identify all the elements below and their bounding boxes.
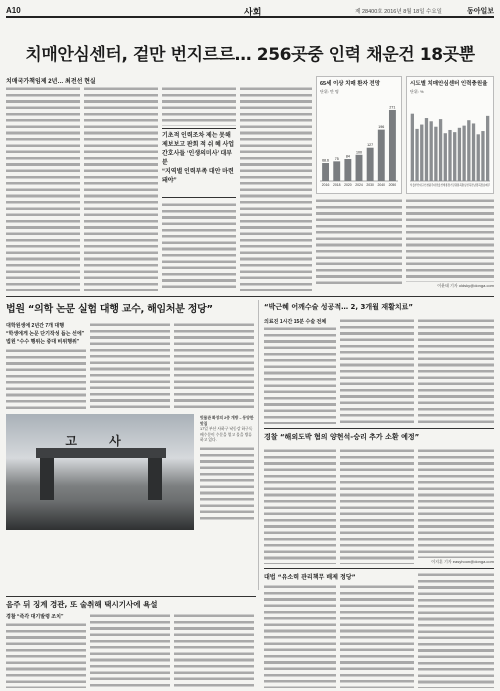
dementia-forecast-chart — [316, 76, 402, 194]
chart-category-label: 2040 — [377, 183, 386, 187]
story6-col3 — [418, 572, 494, 688]
photo-caption — [198, 414, 256, 530]
chart-bar — [415, 129, 418, 181]
byline: 이지훈 기자 easyhoon@donga.com — [431, 559, 494, 564]
chart-value-label: 100 — [356, 150, 362, 155]
chart-category-label: 2024 — [355, 183, 363, 187]
chart-category-label: 경남 — [480, 184, 486, 187]
story4-col3 — [418, 448, 494, 558]
chart-title: 시도별 치매안심센터 인력충원율 — [410, 81, 488, 87]
chart-bar — [411, 114, 414, 181]
photo-sign-text: 고 사 — [65, 434, 135, 448]
chart-bar — [481, 131, 484, 181]
chart-category-label: 부산 — [414, 184, 420, 187]
section-name: 사회 — [244, 7, 262, 17]
divider — [264, 428, 494, 429]
chart-category-label: 대구 — [419, 184, 425, 187]
divider — [6, 296, 494, 297]
chart-bar — [420, 125, 423, 181]
news-photo — [6, 414, 194, 530]
top-story-col3a — [162, 86, 236, 126]
chart-unit: 단위: % — [410, 89, 424, 94]
top-story-subhead: 치매국가책임제 2년… 최전선 현실 — [6, 79, 96, 85]
chart-bar — [486, 116, 489, 181]
chart-category-label: 전북 — [466, 184, 472, 187]
chart-bar — [367, 148, 374, 181]
story5-col2 — [90, 613, 170, 688]
chart-bar — [430, 121, 433, 181]
chart-value-label: 271 — [389, 105, 396, 110]
chart-bar — [389, 110, 396, 181]
top-story-col4 — [240, 86, 312, 291]
top-story-col5 — [316, 198, 402, 288]
story4-headline: 경찰 “해외도박 혐의 양현석-승리 추가 소환 예정” — [264, 433, 420, 441]
chart-category-label: 강원 — [452, 184, 458, 187]
chart-value-label: 84 — [345, 154, 350, 159]
chart-category-label: 충북 — [456, 184, 462, 187]
chart-bar — [425, 118, 428, 181]
story5-col1 — [6, 622, 86, 688]
photo-gate-beam — [36, 448, 166, 458]
story4-col2 — [340, 448, 414, 564]
chart-bar — [434, 127, 437, 181]
top-story-col2 — [84, 86, 158, 291]
byline: 이윤태 기자 oldsky@donga.com — [437, 283, 494, 288]
dementia-forecast-bars — [317, 95, 401, 191]
column-divider — [258, 300, 259, 590]
chart-category-label: 인천 — [423, 184, 429, 187]
chart-category-label: 경기 — [447, 184, 453, 187]
chart-bar — [458, 128, 461, 181]
staffing-rate-bars — [407, 95, 493, 191]
story6-headline: 대법 “유소력 관리책무 배제 정당” — [264, 574, 356, 581]
story2-headline: 법원 “의학 논문 실험 대행 교수, 해임처분 정당” — [6, 304, 213, 315]
top-story-col3b — [162, 202, 236, 291]
story2-subhead: 대학원생에 2년간 7개 대행 — [6, 323, 65, 329]
story2-subhead: “학생에게 논문 단기작성 돕는 선에” — [6, 331, 85, 337]
pull-quote-line: 기초적 인력조차 제는 못해 — [162, 133, 231, 139]
newspaper-logo: 동아일보 — [466, 8, 494, 15]
chart-category-label: 제주 — [485, 184, 491, 187]
story3-headline: “박근혜 어깨수술 성공적… 2, 3개월 재활치료” — [264, 303, 413, 311]
page-header — [6, 4, 494, 18]
chart-unit: 단위: 만 명 — [320, 89, 339, 94]
staffing-rate-chart — [406, 76, 494, 194]
chart-bar — [444, 133, 447, 181]
story2-subhead: 법원 “수수 행위는 중대 비위행위” — [6, 339, 80, 345]
divider — [264, 568, 494, 569]
chart-category-label: 전남 — [471, 184, 477, 187]
chart-category-label: 2020 — [344, 183, 352, 187]
story3-col2 — [340, 318, 414, 424]
chart-category-label: 2018 — [332, 183, 341, 187]
chart-category-label: 2030 — [366, 183, 374, 187]
chart-bar — [467, 120, 470, 181]
photo-caption-text: 17일 부산 사하구 낙동강 하구둑 배수문이 수문을 열고 물을 방류하고 있다. — [200, 427, 253, 443]
page-number: A10 — [6, 6, 21, 15]
pull-quote-line: 간호사들 ‘인생의미사’ 대부분 — [162, 151, 233, 166]
photo-caption-lines — [200, 446, 254, 520]
story5-subhead: 경찰 “즉각 대기발령 조치” — [6, 614, 64, 620]
chart-bar — [453, 132, 456, 181]
story5-col3 — [174, 613, 254, 688]
chart-bar — [378, 130, 385, 181]
chart-category-label: 서울 — [409, 184, 415, 187]
chart-bar — [448, 130, 451, 181]
story3-col3 — [418, 318, 494, 424]
pull-quote — [162, 128, 236, 198]
top-story-headline: 치매안심센터, 겉만 번지르르… 256곳중 인력 채운건 18곳뿐 — [25, 45, 475, 65]
story3-subhead: 의료진 1시간 15분 수술 전체 — [264, 319, 327, 325]
chart-category-label: 세종 — [442, 184, 448, 187]
story2-col2 — [90, 322, 170, 410]
chart-value-label: 75 — [334, 156, 339, 161]
issue-date: 제 28400호 2016년 8월 18일 수요일 — [355, 9, 442, 15]
chart-bar — [439, 119, 442, 181]
chart-category-label: 충남 — [461, 184, 467, 187]
chart-category-label: 2050 — [388, 183, 397, 187]
chart-bar — [472, 123, 475, 181]
chart-bar — [356, 155, 363, 181]
chart-bar — [462, 126, 465, 181]
story6-col2 — [340, 584, 414, 688]
story2-col3 — [174, 322, 254, 410]
chart-category-label: 울산 — [438, 184, 444, 187]
story2-col1 — [6, 348, 86, 410]
chart-bar — [344, 159, 351, 181]
chart-title: 65세 이상 치매 환자 전망 — [320, 81, 381, 87]
photo-caption-title: 빗물관 화장의 2중 개방 – 동양한 맛집 — [200, 416, 254, 426]
chart-bar — [477, 134, 480, 181]
top-story-col6 — [406, 198, 494, 282]
chart-value-label: 196 — [378, 125, 385, 130]
story4-col1 — [264, 448, 336, 564]
chart-category-label: 광주 — [428, 184, 434, 187]
chart-category-label: 2016 — [321, 183, 330, 187]
top-story-col1 — [6, 86, 80, 291]
story6-col1 — [264, 584, 336, 688]
pull-quote-line: “지역별 인력부족 대안 마련돼야” — [162, 169, 234, 184]
chart-value-label: 68.6 — [322, 158, 330, 163]
pull-quote-line: 제보보고 판회 적 쉬 혜 사업 — [162, 142, 235, 148]
story3-col1 — [264, 326, 336, 424]
chart-bar — [322, 163, 329, 181]
chart-category-label: 대전 — [433, 184, 439, 187]
chart-category-label: 경북 — [475, 184, 481, 187]
chart-bar — [333, 161, 340, 181]
photo-crowd — [6, 500, 194, 530]
divider — [6, 596, 256, 597]
chart-value-label: 127 — [367, 143, 374, 148]
story5-headline: 음주 뒤 징계 경관, 또 술취해 택시기사에 욕설 — [6, 600, 158, 609]
